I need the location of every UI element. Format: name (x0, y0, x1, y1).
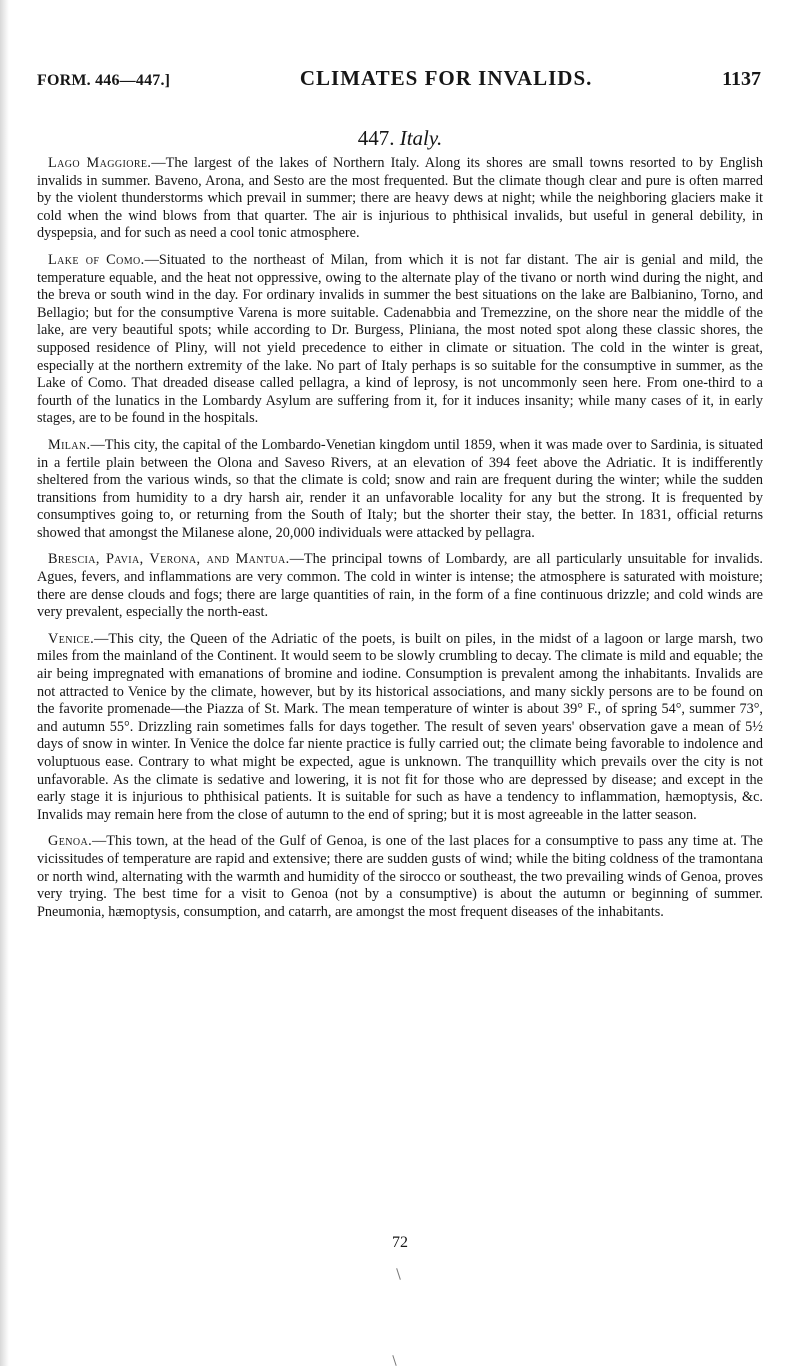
stray-mark (396, 1268, 401, 1280)
paragraph-lead: Genoa. (48, 833, 93, 850)
page-spine-shadow (0, 0, 9, 1366)
paragraph-lead: Lago Maggiore. (48, 155, 152, 171)
paragraph-text: —This town, at the head of the Gulf of Genoa, is one of the last places for a consumptive to pass any time at. The vicissitudes of temperature are rapid and extensive; there are sudden gusts of wind; while the biting coldness of the tramontana or north wind, alternating with the warmth and humidity of the sirocco or southeast, the two prevailing winds of Genoa, proves very trying. The best time for a visit to Genoa (not by a consumptive) is about the autumn or beginning of summer. Pneumonia, hæmoptysis, consumption, and catarrh, are amongst the most frequent diseases of the inhabitants. (37, 833, 763, 920)
paragraph-text: —The principal towns of Lombardy, are all particularly unsuitable for invalids. Agues, fevers, and inflammations are very common. The cold in winter is intense; the atmosphere is saturated with moisture; there are dense clouds and fogs; there are large quantities of rain, in the form of a fine continuous drizzle; and cold winds are very prevalent, especially the north-east. (37, 551, 763, 621)
running-header (37, 66, 761, 91)
section-number: 447. (357, 126, 395, 150)
running-title: CLIMATES FOR INVALIDS. (299, 66, 593, 90)
stray-mark (392, 1355, 396, 1366)
paragraph-lead: Venice. (48, 630, 95, 647)
paragraph-lead: Lake of Como. (48, 251, 145, 268)
paragraph-text: —This city, the Queen of the Adriatic of the poets, is built on piles, in the midst of a lagoon or large marsh, two miles from the mainland of the Continent. It would seem to be slowly crumbling to decay. The climate is mild and equable; the air being impregnated with emanations of bromine and iodine. Consumption is prevalent among the inhabitants. Invalids are not attracted to Venice by the climate, however, but by its historical associations, and many sickly persons are to be found on the favorite promenade—the Piazza of St. Mark. The mean temperature of winter is about 39° F., of spring 54°, summer 73°, and autumn 55°. Drizzling rain sometimes falls for days together. The result of seven years' observation gave a mean of 5½ days of snow in winter. In Venice the dolce far niente practice is fully carried out; the climate being favorable to indolence and voluptuous ease. Contrary to what might be expected, ague is unknown. The tranquillity which prevails over the city is not unfavorable. As the climate is sedative and lowering, it is not fit for those who are depressed by disease; and except in the early stage it is injurious to phthisical patients. It is suitable for such as have a tendency to inflammation, hæmoptysis, &c. Invalids may remain here from the close of autumn to the end of spring; but it is most agreeable in the latter season. (37, 630, 763, 823)
section-title (0, 126, 800, 151)
paragraph-lombardy-towns (37, 551, 763, 621)
paragraph-milan (37, 437, 763, 543)
body-text (37, 155, 763, 930)
paragraph-text: —This city, the capital of the Lombardo-Venetian kingdom until 1859, when it was made over to Sardinia, is situated in a fertile plain between the Olona and Saveso Rivers, at an elevation of 394 feet above the Adriatic. It is indifferently sheltered from the various winds, so that the climate is cold; snow and rain are frequent during the winter; while the sudden transitions from humidity to a dry harsh air, render it an unfavorable locality for any but the strong. It is frequented by consumptives going to, or returning from the South of Italy; but the shorter their stay, the better. In 1831, official returns showed that amongst the Milanese alone, 20,000 individuals were attacked by pellagra. (37, 436, 763, 541)
paragraph-lago-maggiore (37, 155, 763, 243)
paragraph-text: —The largest of the lakes of Northern Italy. Along its shores are small towns resorted to by English invalids in summer. Baveno, Arona, and Sesto are the most frequented. But the climate though clear and pure is often marred by the violent thunderstorms which prevail in summer; there are heavy dews at night; while the neighboring glaciers make it cold when the wind blows from that quarter. The air is injurious to phthisical invalids, but useful in general debility, in dyspepsia, and for such as need a cool tonic atmosphere. (37, 155, 763, 242)
page-number: 1137 (722, 68, 761, 90)
paragraph-lead: Brescia, Pavia, Verona, and Mantua. (48, 551, 290, 568)
paragraph-text: —Situated to the northeast of Milan, from which it is not far distant. The air is genial and mild, the temperature equable, and the heat not oppressive, owing to the alternate play of the tivano or north wind during the night, and the breva or south wind in the day. For ordinary invalids in summer the best situations on the lake are Balbianino, Torno, and Bellagio; but for the consumptive Varena is more suitable. Cadenabbia and Tremezzine, on the shore near the middle of the lake, are very beautiful spots; while according to Dr. Burgess, Pliniana, the most noted spot along these classic shores, the supposed residence of Pliny, will not yield precedence to either in climate or situation. The cold in the winter is great, especially at the northern extremity of the lake. No part of Italy perhaps is so suitable for the consumptive in summer, as the Lake of Como. That dreaded disease called pellagra, a kind of leprosy, is not uncommonly seen here. From one-third to a fourth of the lunatics in the Lombardy Asylum are suffering from it, for it induces insanity; while many cases of it, in early stages, are to be found in the hospitals. (37, 251, 763, 427)
paragraph-lead: Milan. (48, 436, 91, 453)
signature-folio: 72 (392, 1234, 408, 1251)
paragraph-genoa (37, 833, 763, 921)
section-name: Italy. (399, 126, 443, 150)
paragraph-venice (37, 631, 763, 825)
paragraph-lake-of-como (37, 252, 763, 428)
form-reference: FORM. 446—447.] (37, 72, 171, 89)
